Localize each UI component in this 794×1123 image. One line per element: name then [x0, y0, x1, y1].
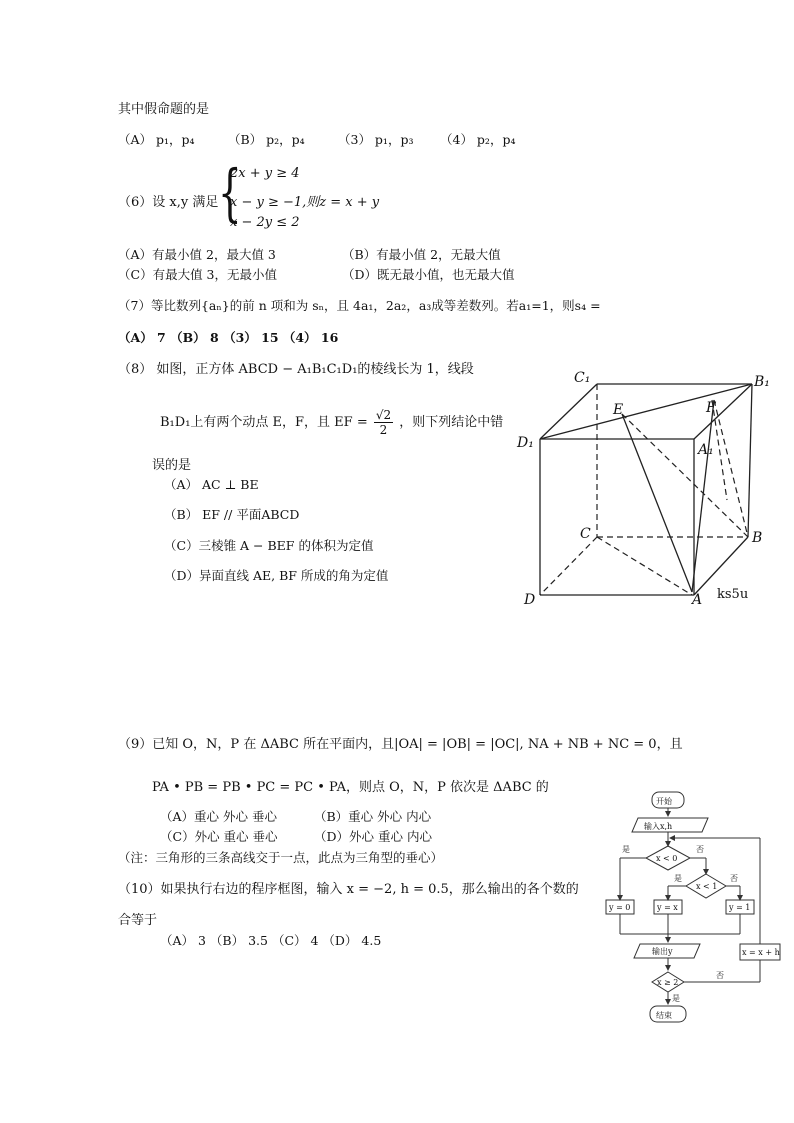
flow-cond1-label: x < 0: [656, 854, 678, 863]
flow-cond3-label: x ≥ 2: [657, 978, 679, 987]
label-a: A: [692, 592, 703, 608]
q5-option-b: （B） p₂，p₄: [228, 132, 305, 147]
q8-stem-line-2: [160, 408, 503, 437]
label-c: C: [580, 526, 591, 542]
q6-constraint-1: 2x + y ≥ 4: [230, 166, 300, 181]
flow-cond2-label: x < 1: [696, 882, 718, 891]
label-a1: A₁: [698, 442, 714, 458]
label-d1: D₁: [517, 435, 534, 451]
cube-figure: [512, 370, 782, 615]
q9-note: （注：三角形的三条高线交于一点，此点为三角型的垂心）: [118, 850, 444, 865]
q6-option-c: （C）有最大值 3，无最小值: [118, 267, 277, 282]
q8-option-a: （A） AC ⊥ BE: [164, 477, 259, 492]
flow-update-label: x = x + h: [742, 948, 780, 957]
flow-cond1-yes: 是: [622, 845, 630, 854]
q8-fraction: [374, 408, 393, 437]
q6-constraint-3: x − 2y ≤ 2: [230, 215, 300, 230]
flow-box-y1: y = 1: [729, 903, 751, 912]
q7-stem: （7）等比数列{aₙ}的前 n 项和为 sₙ，且 4a₁，2a₂，a₃成等差数列。若a₁=1，则s₄ =: [118, 298, 601, 313]
label-e: E: [613, 402, 624, 418]
flow-input-label: 输入x,h: [644, 822, 673, 831]
flow-cond3-no: 否: [716, 971, 724, 980]
q6-stem: （6）设 x,y 满足: [118, 195, 219, 210]
q8-option-c: （C）三棱锥 A − BEF 的体积为定值: [164, 538, 374, 553]
q9-stem-line-2: PA • PB = PB • PC = PC • PA，则点 O，N，P 依次是 ΔABC 的: [152, 780, 549, 795]
q10-stem-line-1: （10）如果执行右边的程序框图，输入 x = −2, h = 0.5，那么输出的各个数的: [118, 882, 579, 897]
label-b: B: [752, 530, 763, 546]
intro-line: 其中假命题的是: [118, 102, 210, 117]
q8-option-d: （D）异面直线 AE, BF 所成的角为定值: [164, 568, 389, 583]
flow-start-label: 开始: [656, 797, 672, 806]
q9-option-c: （C）外心 重心 垂心: [160, 829, 278, 844]
flow-box-yx: y = x: [657, 903, 678, 912]
flow-cond2-yes: 是: [674, 874, 682, 883]
q8-option-b: （B） EF // 平面ABCD: [164, 507, 300, 522]
q6-option-a: （A）有最小值 2，最大值 3: [118, 247, 276, 262]
flow-box-y0: y = 0: [609, 903, 631, 912]
q8-fraction-denominator: 2: [379, 423, 388, 437]
q5-option-a: （A） p₁，p₄: [118, 132, 195, 147]
q10-stem-line-2: 合等于: [118, 913, 158, 928]
label-d: D: [524, 592, 536, 608]
flow-output-label: 输出y: [652, 947, 673, 956]
q6-option-b: （B）有最小值 2，无最大值: [342, 247, 501, 262]
q8-stem-line-1: （8） 如图，正方体 ABCD − A₁B₁C₁D₁的棱线长为 1，线段: [118, 362, 474, 377]
label-f: F: [706, 400, 716, 416]
flow-cond3-yes: 是: [672, 994, 680, 1003]
q6-constraint-2: x − y ≥ −1,则z = x + y: [230, 195, 380, 210]
q7-options: （A） 7 （B） 8 （3） 15 （4） 16: [118, 330, 339, 345]
q9-option-a: （A）重心 外心 垂心: [160, 809, 277, 824]
flow-cond2-no: 否: [730, 874, 738, 883]
q8-line2-pre: B₁D₁上有两个动点 E，F，且 EF =: [160, 415, 368, 430]
q10-options: （A） 3 （B） 3.5 （C） 4 （D） 4.5: [160, 933, 382, 948]
q5-option-d: （4） p₂，p₄: [440, 132, 516, 147]
flow-cond1-no: 否: [696, 845, 704, 854]
q9-stem-line-1: （9）已知 O，N，P 在 ΔABC 所在平面内，且|OA| = |OB| = |OC|, NA + NB + NC = 0，且: [118, 737, 683, 752]
q5-option-c: （3） p₁，p₃: [338, 132, 414, 147]
q9-option-b: （B）重心 外心 内心: [314, 809, 432, 824]
q8-fraction-numerator: √2: [375, 408, 392, 422]
flow-end-label: 结束: [656, 1011, 672, 1020]
q8-line2-post: ，则下列结论中错: [399, 415, 504, 430]
q6-option-d: （D）既无最小值，也无最大值: [342, 267, 515, 282]
q9-option-d: （D）外心 重心 内心: [314, 829, 432, 844]
q6-brace: {: [218, 156, 242, 229]
figure-watermark-ks5u: ks5u: [717, 587, 749, 602]
q8-stem-line-3: 误的是: [152, 458, 192, 473]
flowchart-figure: [600, 788, 786, 1036]
label-b1: B₁: [754, 374, 770, 390]
label-c1: C₁: [574, 370, 591, 386]
